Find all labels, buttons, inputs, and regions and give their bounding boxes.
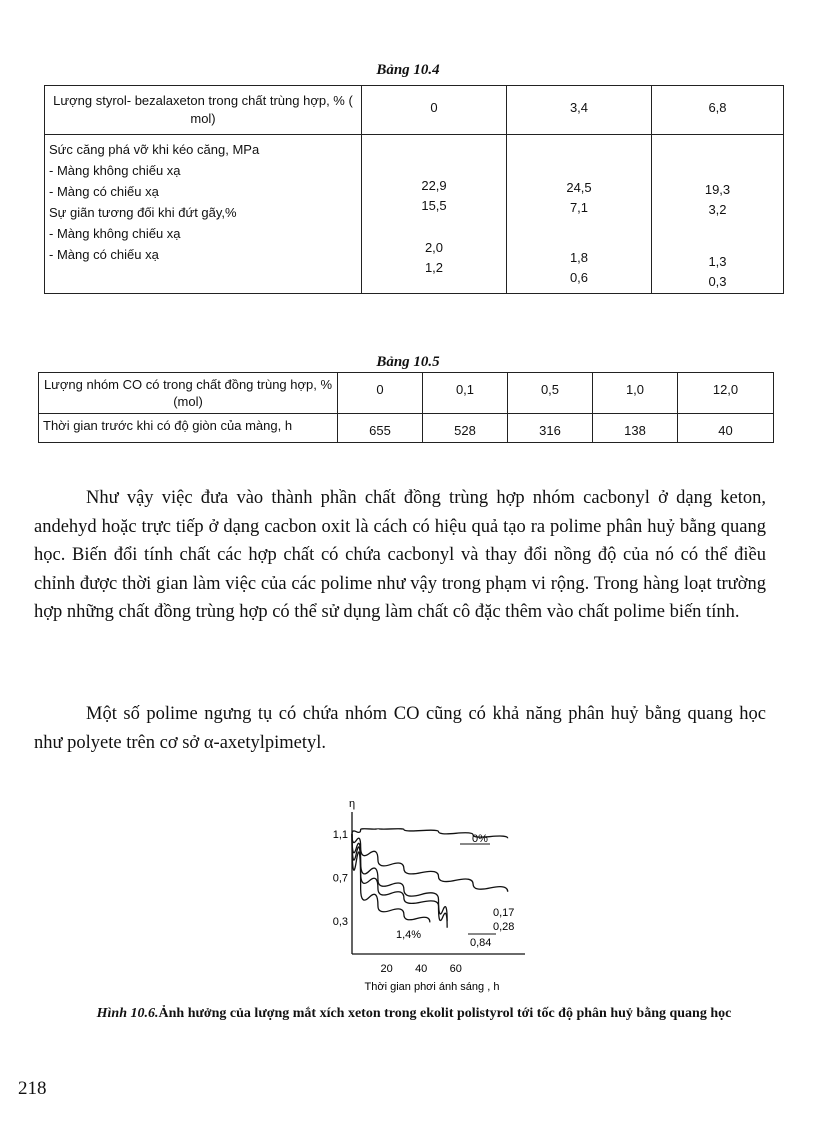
table-10-5-cell: 0,5 [508, 373, 593, 414]
table-10-5-row-2-label: Thời gian trước khi có độ giòn của màng, h [39, 414, 338, 443]
table-10-4-header-value: 0 [362, 86, 507, 135]
cell-value: 19,3 [704, 182, 731, 197]
curve-label: 0% [472, 833, 488, 845]
cell-value: 3,2 [708, 202, 727, 217]
y-tick-label: 0,7 [332, 872, 348, 885]
table-10-5-cell: 40 [678, 414, 774, 443]
table-10-4-row-labels [45, 135, 362, 294]
cell-value: 7,1 [569, 200, 589, 215]
figure-caption [34, 1006, 794, 1022]
table-10-5-caption: Bảng 10.5 [376, 354, 440, 370]
cell-value: 24,5 [566, 180, 592, 195]
table-10-5-row-1-label: Lượng nhóm CO có trong chất đồng trùng hợp, %(mol) [39, 373, 338, 414]
series-line-028 [352, 834, 447, 921]
table-10-4-col-1 [507, 135, 652, 294]
cell-value: 1,2 [424, 260, 444, 275]
paragraph-text: Như vậy việc đưa vào thành phần chất đồng trùng hợp nhóm cacbonyl ở dạng keton, andehyd hoặc trực tiếp ở dạng cacbon oxit là cách có hiệu quả tạo ra polime phân huỷ bằng quang học. Biến đổi tính chất các hợp chất có chứa cacbonyl và thay đổi nồng độ của nó có thể điều chỉnh được thời gian làm việc của các polime như vậy trong phạm vi rộng. Trong hàng loạt trường hợp những chất đồng trùng hợp có thể sử dụng làm chất cô đặc thêm vào chất polime biến tính. [34, 488, 766, 622]
curve-label: 0,17 [493, 907, 515, 919]
cell-value: 0,6 [569, 270, 589, 285]
table-10-4-caption: Bảng 10.4 [376, 62, 440, 78]
x-tick-label: 20 [380, 963, 393, 975]
table-10-5-cell: 1,0 [593, 373, 678, 414]
cell-value: 2,0 [424, 240, 444, 255]
table-10-4-header-value: 3,4 [507, 86, 652, 135]
table-10-4 [44, 85, 784, 294]
table-10-4-header-row [45, 86, 784, 135]
series-line-084 [352, 834, 447, 928]
paragraph-1 [34, 484, 766, 627]
table-10-5-cell: 316 [508, 414, 593, 443]
row-label: Sức căng phá vỡ khi kéo căng, MPa [49, 142, 260, 157]
x-tick-label: 40 [415, 963, 428, 975]
table-10-4-header-value: 6,8 [652, 86, 784, 135]
table-10-5-cell: 0 [338, 373, 423, 414]
cell-value: 1,8 [569, 250, 589, 265]
table-10-5-row-2 [39, 414, 774, 443]
table-10-5-cell: 0,1 [423, 373, 508, 414]
series-line-14 [352, 834, 430, 922]
y-tick-label: 1,1 [332, 828, 348, 841]
x-tick-label: 60 [449, 963, 462, 975]
table-10-5-cell: 138 [593, 414, 678, 443]
figure-10-6-chart [300, 792, 540, 1002]
row-label: - Màng không chiếu xạ [49, 163, 181, 178]
row-label: - Màng không chiếu xạ [49, 226, 181, 241]
table-10-5-cell: 12,0 [678, 373, 774, 414]
curve-label: 1,4% [396, 929, 422, 941]
table-10-4-col-2 [652, 135, 784, 294]
table-10-5 [38, 372, 774, 443]
cell-value: 0,3 [708, 274, 727, 289]
y-axis-label: η [349, 798, 356, 810]
page-number: 218 [18, 1078, 47, 1099]
cell-value: 22,9 [421, 178, 447, 193]
row-label: - Màng có chiếu xạ [49, 247, 159, 262]
table-10-4-body-row [45, 135, 784, 294]
y-tick-label: 0,3 [332, 916, 348, 929]
table-10-4-col-0 [362, 135, 507, 294]
cell-value: 15,5 [421, 198, 447, 213]
paragraph-text: Một số polime ngưng tụ có chứa nhóm CO cũng có khả năng phân huỷ bằng quang học như polyete trên cơ sở α-axetylpimetyl. [34, 704, 766, 753]
figure-caption-label: Hình 10.6. [96, 1006, 159, 1021]
row-label: Sự giãn tương đối khi đứt gãy,% [49, 205, 237, 220]
curve-label: 0,84 [470, 937, 492, 949]
x-axis-label: Thời gian phơi ánh sáng , h [364, 981, 500, 993]
table-10-5-cell: 528 [423, 414, 508, 443]
table-10-5-row-1 [39, 373, 774, 414]
table-10-4-header-label: Lượng styrol- bezalaxeton trong chất trùng hợp, % ( mol) [45, 86, 362, 135]
table-10-5-cell: 655 [338, 414, 423, 443]
curve-label: 0,28 [493, 921, 515, 933]
cell-value: 1,3 [708, 254, 727, 269]
row-label: - Màng có chiếu xạ [49, 184, 159, 199]
figure-caption-text: Ảnh hưởng của lượng mắt xích xeton trong ekolit polistyrol tới tốc độ phân huỷ bằng quang học [158, 1006, 732, 1021]
paragraph-2 [34, 700, 766, 757]
